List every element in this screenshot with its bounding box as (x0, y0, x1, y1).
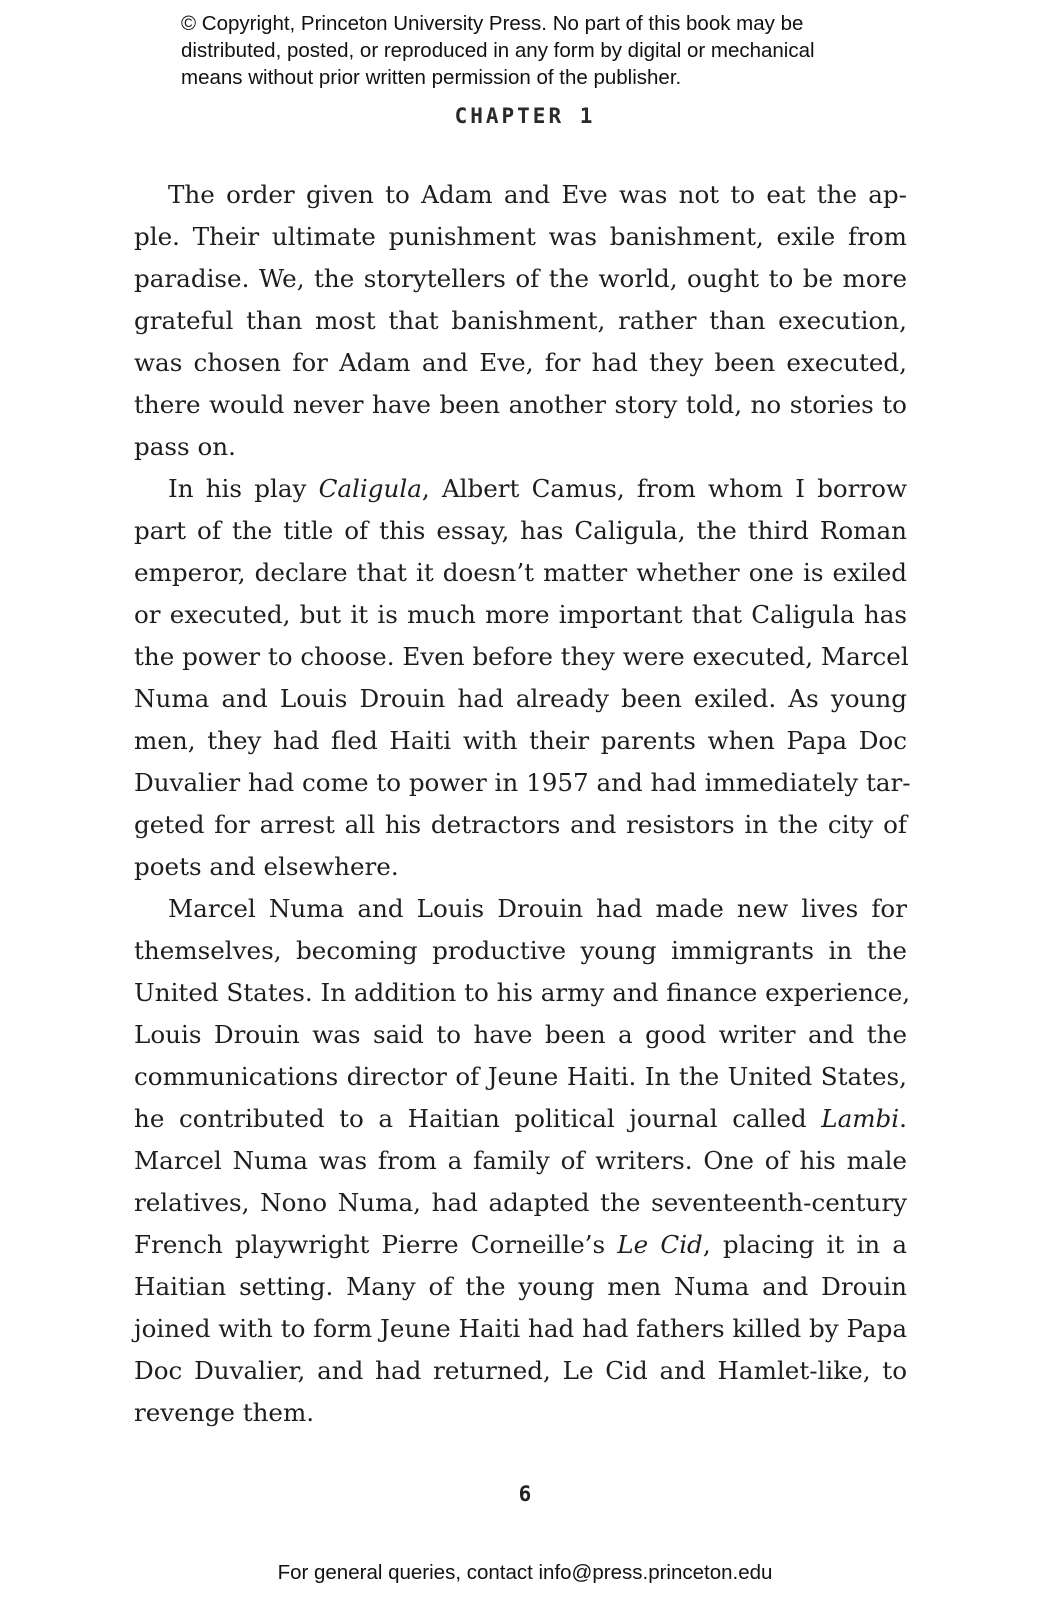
text-line: Marcel Numa and Louis Drouin had made new lives for (168, 894, 907, 923)
text-line: was chosen for Adam and Eve, for had they been executed, (134, 348, 907, 377)
text-line (134, 1224, 907, 1266)
text-line: communications director of Jeune Haiti. In the United States, (134, 1062, 907, 1091)
text-run: . (899, 1104, 907, 1133)
text-line: United States. In addition to his army and finance experience, (134, 978, 911, 1007)
chapter-heading: CHAPTER 1 (454, 104, 596, 128)
text-line: men, they had fled Haiti with their parents when Papa Doc (134, 726, 907, 755)
paragraph (134, 888, 911, 1434)
text-line: paradise. We, the storytellers of the world, ought to be more (134, 264, 907, 293)
text-line: Marcel Numa was from a family of writers. One of his male (134, 1146, 907, 1175)
text-line: The order given to Adam and Eve was not to eat the ap- (168, 180, 907, 209)
text-line: Duvalier had come to power in 1957 and had immediately tar- (134, 768, 911, 797)
body-text (134, 174, 911, 1434)
text-line: Haitian setting. Many of the young men Numa and Drouin (134, 1272, 907, 1301)
text-run: , placing it in a (702, 1230, 907, 1259)
text-line: part of the title of this essay, has Caligula, the third Roman (134, 516, 907, 545)
text-line: themselves, becoming productive young immigrants in the (134, 936, 907, 965)
text-line: relatives, Nono Numa, had adapted the seventeenth-century (134, 1188, 907, 1217)
copyright-line: means without prior written permission of the publisher. (181, 66, 682, 89)
text-line (134, 468, 907, 510)
text-line: grateful than most that banishment, rather than execution, (134, 306, 907, 335)
italic-title: Le Cid (617, 1230, 703, 1259)
text-line: geted for arrest all his detractors and resistors in the city of (134, 810, 907, 839)
text-line: poets and elsewhere. (134, 852, 399, 881)
copyright-line: © Copyright, Princeton University Press. No part of this book may be (181, 12, 804, 35)
text-line: there would never have been another story told, no stories to (134, 390, 907, 419)
footer-contact: For general queries, contact info@press.princeton.edu (277, 1561, 773, 1584)
text-line: joined with to form Jeune Haiti had had fathers killed by Papa (134, 1314, 907, 1343)
text-line: emperor, declare that it doesn’t matter whether one is exiled (134, 558, 907, 587)
text-line: or executed, but it is much more important that Caligula has (134, 600, 907, 629)
paragraph (134, 174, 907, 468)
copyright-notice (181, 10, 901, 91)
text-line: Doc Duvalier, and had returned, Le Cid and Hamlet-like, to (134, 1356, 907, 1385)
text-line: Louis Drouin was said to have been a good writer and the (134, 1020, 907, 1049)
copyright-line: distributed, posted, or reproduced in any form by digital or mechanical (181, 39, 815, 62)
text-run: he contributed to a Haitian political journal called (134, 1104, 822, 1133)
text-run: , Albert Camus, from whom I borrow (421, 474, 908, 503)
text-run: In his play (168, 474, 319, 503)
text-line: pass on. (134, 432, 236, 461)
text-line: Numa and Louis Drouin had already been exiled. As young (134, 684, 907, 713)
text-run: French playwright Pierre Corneille’s (134, 1230, 618, 1259)
text-line (134, 1098, 907, 1140)
text-line: the power to choose. Even before they were executed, Marcel (134, 642, 909, 671)
italic-title: Caligula (318, 474, 422, 503)
paragraph (134, 468, 911, 888)
text-line: ple. Their ultimate punishment was banishment, exile from (134, 222, 907, 251)
page-number: 6 (518, 1482, 532, 1506)
italic-title: Lambi (821, 1104, 900, 1133)
text-line: revenge them. (134, 1398, 315, 1427)
